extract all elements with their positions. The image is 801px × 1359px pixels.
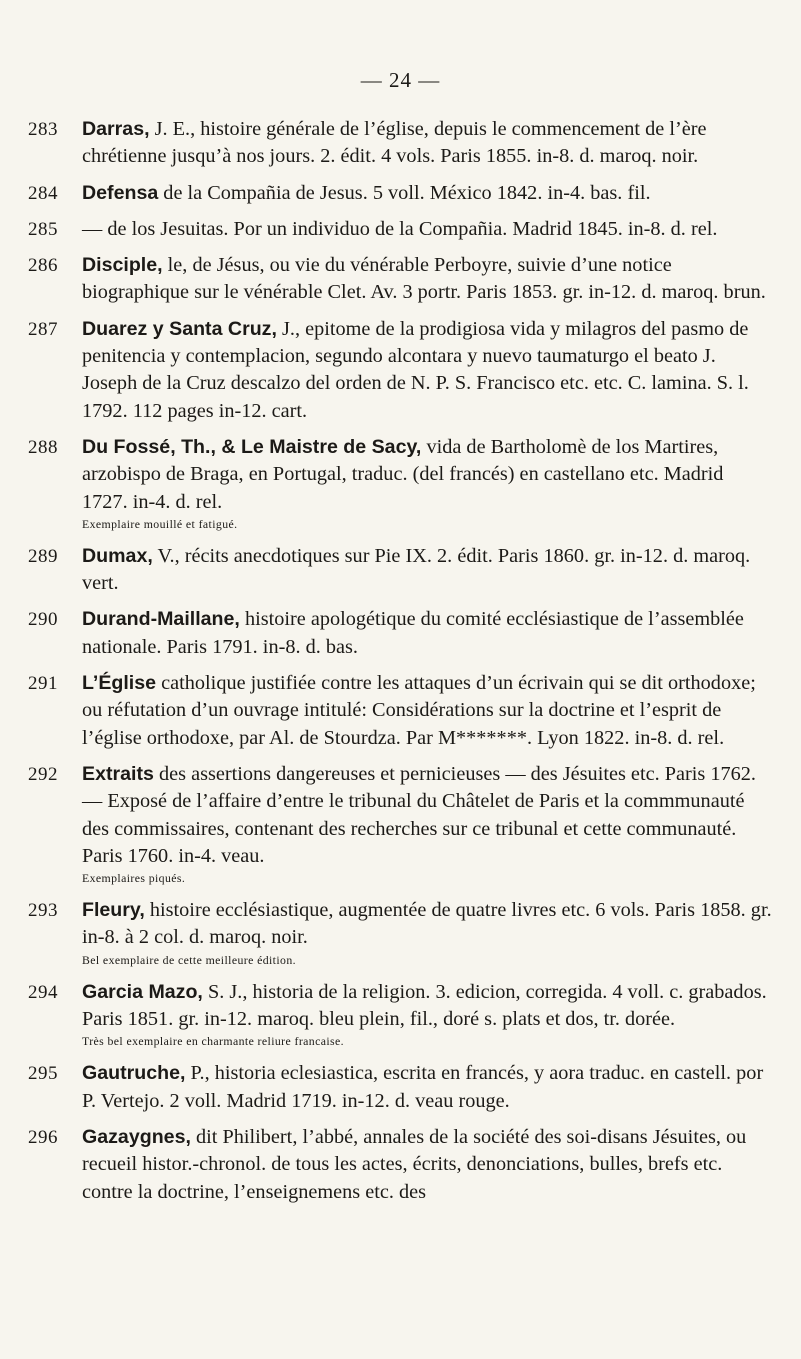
entry-description: de la Compañia de Jesus. 5 voll. México 1842. in-4. bas. fil. (158, 181, 651, 204)
entry-author: Garcia Mazo, (82, 980, 203, 1003)
entry-description: catholique justifiée contre les attaques d’un écrivain qui se dit orthodoxe; ou réfutation d’un ouvrage intitulé: Considérations sur la doctrine et l’esprit de l’église orthodoxe, par Al. de Stourdza. Par M*******. Lyon 1822. in-8. d. rel. (82, 672, 756, 749)
catalogue-entry (28, 316, 773, 425)
entry-description: le, de Jésus, ou vie du vénérable Perboyre, suivie d’une notice biographique sur le vénérable Clet. Av. 3 portr. Paris 1853. gr. in-12. d. maroq. brun. (82, 254, 766, 304)
entry-description: P., historia eclesiastica, escrita en francés, y aora traduc. en castell. por P. Vertejo. 2 voll. Madrid 1719. in-12. d. veau rouge. (82, 1062, 764, 1112)
entry-note: Exemplaires piqués. (82, 871, 186, 886)
entry-number: 294 (28, 981, 58, 1003)
catalogue-entry (28, 252, 773, 307)
entry-description: — de los Jesuitas. Por un individuo de la Compañia. Madrid 1845. in-8. d. rel. (82, 217, 718, 240)
entry-author: Fleury, (82, 899, 145, 922)
catalogue-entry (28, 1060, 773, 1115)
entry-number: 285 (28, 218, 58, 240)
entry-note: Exemplaire mouillé et fatigué. (82, 516, 238, 531)
catalogue-entry (28, 670, 773, 752)
entry-author: Darras, (82, 118, 150, 140)
entry-description: V., récits anecdotiques sur Pie IX. 2. édit. Paris 1860. gr. in-12. d. maroq. vert. (82, 544, 751, 595)
entry-author: Disciple, (82, 254, 163, 277)
entry-description: S. J., historia de la religion. 3. edicion, corregida. 4 voll. c. grabados. Paris 1851. gr. in-12. maroq. bleu plein, fil., doré s. plats et dos, tr. dorée. (82, 980, 767, 1031)
entry-number: 284 (28, 182, 58, 204)
catalogue-entry (28, 180, 773, 207)
entry-number: 293 (28, 900, 58, 922)
entry-author: Dumax, (82, 544, 153, 567)
entry-number: 296 (28, 1126, 58, 1148)
entry-number: 289 (28, 545, 58, 567)
entry-description: J. E., histoire générale de l’église, depuis le commencement de l’ère chrétienne jusqu’à nos jours. 2. édit. 4 vols. Paris 1855. in-8. d. maroq. noir. (82, 118, 707, 168)
entry-author: Extraits (82, 762, 154, 785)
entry-description: des assertions dangereuses et pernicieuses — des Jésuites etc. Paris 1762. — Exposé de l’affaire d’entre le tribunal du Châtelet de Paris et la commmunauté des commissaires, contenant des recherches sur ce tribunal et cette communauté. Paris 1760. in-4. veau. (82, 762, 756, 867)
entry-author: L’Église (82, 672, 157, 695)
entry-author: Defensa (82, 181, 159, 204)
entry-number: 283 (28, 119, 58, 140)
entry-number: 292 (28, 763, 58, 785)
catalogue-entry (28, 1124, 773, 1206)
entry-number: 290 (28, 609, 58, 631)
catalogue-entry (28, 897, 773, 970)
entry-author: Gazaygnes, (82, 1125, 191, 1148)
entry-description: histoire apologétique du comité ecclésiastique de l’assemblée nationale. Paris 1791. in-8. d. bas. (82, 608, 744, 658)
catalogue-entry (28, 606, 773, 661)
catalogue-entry (28, 979, 773, 1052)
catalogue-entry (28, 116, 773, 171)
catalogue-entry (28, 216, 773, 243)
page-number: — 24 — (360, 68, 441, 92)
entry-author: Gautruche, (82, 1062, 186, 1085)
catalogue-entry (28, 434, 773, 534)
entry-number: 286 (28, 255, 58, 277)
entry-note: Bel exemplaire de cette meilleure édition. (82, 952, 296, 967)
entry-note: Très bel exemplaire en charmante reliure francaise. (82, 1034, 345, 1049)
catalogue-entry (28, 543, 773, 598)
entry-description: vida de Bartholomè de los Martires, arzobispo de Braga, en Portugal, traduc. (del francés) en castellano etc. Madrid 1727. in-4. d. rel. (82, 435, 724, 513)
entry-number: 291 (28, 673, 58, 695)
entry-number: 295 (28, 1063, 58, 1085)
entry-number: 288 (28, 436, 58, 458)
entry-description: histoire ecclésiastique, augmentée de quatre livres etc. 6 vols. Paris 1858. gr. in-8. à 2 col. d. maroq. noir. (82, 899, 772, 949)
entry-description: J., epitome de la prodigiosa vida y milagros del pasmo de penitencia y contemplacion, segundo alcontara y nuevo taumaturgo el beato J. Joseph de la Cruz descalzo del orden de N. P. S. Francisco etc. etc. C. lamina. S. l. 1792. 112 pages in-12. cart. (82, 317, 749, 422)
entry-list (28, 116, 773, 1215)
catalogue-entry (28, 761, 773, 888)
entry-author: Du Fossé, Th., & Le Maistre de Sacy, (82, 435, 422, 458)
entry-author: Durand-Maillane, (82, 608, 240, 631)
entry-author: Duarez y Santa Cruz, (82, 317, 277, 340)
entry-number: 287 (28, 318, 58, 340)
entry-description: dit Philibert, l’abbé, annales de la société des soi-disans Jésuites, ou recueil histor.-chronol. de tous les actes, écrits, denonciations, bulles, brefs etc. contre la doctrine, l’enseignemens etc. des (82, 1125, 747, 1203)
